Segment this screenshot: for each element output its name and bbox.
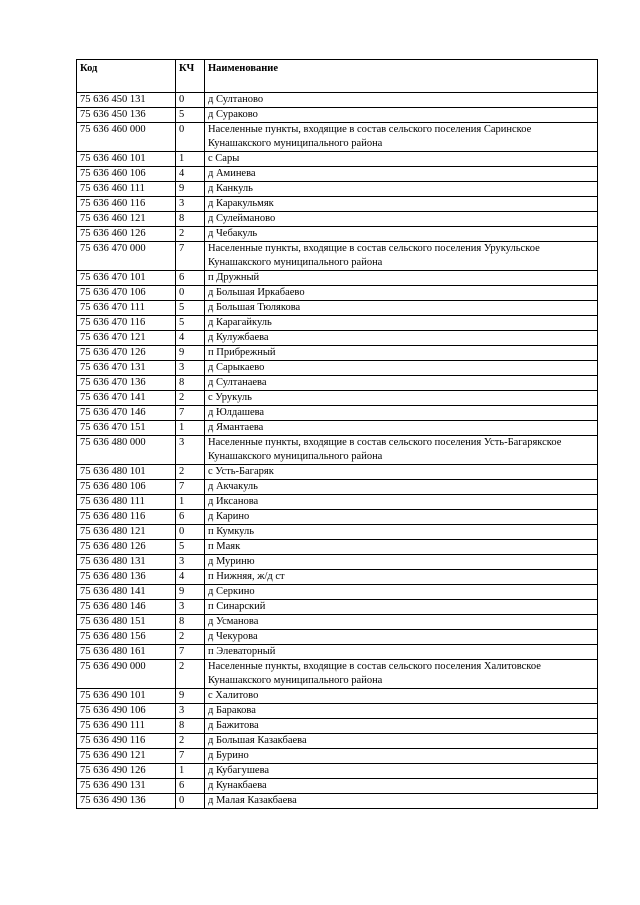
cell-kch: 3 xyxy=(176,600,205,615)
table-row xyxy=(77,436,598,465)
cell-name: д Акчакуль xyxy=(205,480,598,495)
cell-kch: 9 xyxy=(176,689,205,704)
cell-code: 75 636 480 111 xyxy=(77,495,176,510)
table-row xyxy=(77,108,598,123)
cell-kch: 1 xyxy=(176,495,205,510)
cell-code: 75 636 490 111 xyxy=(77,719,176,734)
cell-code: 75 636 460 000 xyxy=(77,123,176,152)
cell-kch: 4 xyxy=(176,570,205,585)
cell-code: 75 636 470 126 xyxy=(77,346,176,361)
cell-code: 75 636 470 131 xyxy=(77,361,176,376)
table-row xyxy=(77,286,598,301)
table-body xyxy=(77,93,598,809)
cell-kch: 0 xyxy=(176,123,205,152)
cell-kch: 3 xyxy=(176,436,205,465)
cell-kch: 4 xyxy=(176,331,205,346)
cell-code: 75 636 470 116 xyxy=(77,316,176,331)
cell-kch: 6 xyxy=(176,779,205,794)
table-row xyxy=(77,361,598,376)
cell-code: 75 636 470 141 xyxy=(77,391,176,406)
cell-code: 75 636 470 136 xyxy=(77,376,176,391)
cell-name: д Кунакбаева xyxy=(205,779,598,794)
cell-kch: 2 xyxy=(176,227,205,242)
table-row xyxy=(77,749,598,764)
table-row xyxy=(77,734,598,749)
cell-kch: 5 xyxy=(176,301,205,316)
cell-name: п Маяк xyxy=(205,540,598,555)
table-row xyxy=(77,167,598,182)
cell-code: 75 636 480 116 xyxy=(77,510,176,525)
cell-name: д Султаново xyxy=(205,93,598,108)
cell-name: д Иксанова xyxy=(205,495,598,510)
cell-name: п Дружный xyxy=(205,271,598,286)
cell-name: д Кубагушева xyxy=(205,764,598,779)
cell-name: д Аминева xyxy=(205,167,598,182)
cell-name: д Баракова xyxy=(205,704,598,719)
cell-code: 75 636 480 146 xyxy=(77,600,176,615)
cell-kch: 0 xyxy=(176,794,205,809)
cell-code: 75 636 490 136 xyxy=(77,794,176,809)
table-row xyxy=(77,779,598,794)
cell-kch: 6 xyxy=(176,271,205,286)
cell-kch: 9 xyxy=(176,182,205,197)
cell-code: 75 636 460 116 xyxy=(77,197,176,212)
cell-code: 75 636 460 106 xyxy=(77,167,176,182)
table-row xyxy=(77,376,598,391)
cell-name: п Элеваторный xyxy=(205,645,598,660)
cell-code: 75 636 470 151 xyxy=(77,421,176,436)
table-row xyxy=(77,480,598,495)
table-row xyxy=(77,764,598,779)
table-row xyxy=(77,212,598,227)
cell-kch: 5 xyxy=(176,316,205,331)
table-row xyxy=(77,197,598,212)
cell-name: д Серкино xyxy=(205,585,598,600)
cell-code: 75 636 480 106 xyxy=(77,480,176,495)
cell-kch: 8 xyxy=(176,719,205,734)
cell-name: д Карино xyxy=(205,510,598,525)
cell-code: 75 636 470 000 xyxy=(77,242,176,271)
cell-name: Населенные пункты, входящие в состав сельского поселения Усть-Багарякское Кунашакского муниципального района xyxy=(205,436,598,465)
cell-kch: 2 xyxy=(176,391,205,406)
cell-code: 75 636 470 106 xyxy=(77,286,176,301)
cell-code: 75 636 490 116 xyxy=(77,734,176,749)
cell-name: д Ямантаева xyxy=(205,421,598,436)
cell-code: 75 636 480 121 xyxy=(77,525,176,540)
cell-name: д Сулейманово xyxy=(205,212,598,227)
cell-code: 75 636 490 121 xyxy=(77,749,176,764)
cell-name: д Большая Тюлякова xyxy=(205,301,598,316)
cell-code: 75 636 480 156 xyxy=(77,630,176,645)
table-row xyxy=(77,689,598,704)
cell-kch: 8 xyxy=(176,212,205,227)
table-row xyxy=(77,182,598,197)
table-row xyxy=(77,123,598,152)
table-row xyxy=(77,227,598,242)
table-row xyxy=(77,570,598,585)
table-row xyxy=(77,615,598,630)
cell-name: п Нижняя, ж/д ст xyxy=(205,570,598,585)
cell-code: 75 636 450 136 xyxy=(77,108,176,123)
cell-name: с Халитово xyxy=(205,689,598,704)
cell-kch: 8 xyxy=(176,615,205,630)
cell-code: 75 636 480 126 xyxy=(77,540,176,555)
cell-code: 75 636 470 146 xyxy=(77,406,176,421)
cell-name: д Чекурова xyxy=(205,630,598,645)
cell-name: д Канкуль xyxy=(205,182,598,197)
cell-code: 75 636 490 126 xyxy=(77,764,176,779)
cell-kch: 3 xyxy=(176,555,205,570)
cell-name: с Урукуль xyxy=(205,391,598,406)
table-row xyxy=(77,331,598,346)
cell-kch: 2 xyxy=(176,734,205,749)
table-row xyxy=(77,600,598,615)
settlements-table xyxy=(76,59,598,809)
cell-code: 75 636 470 121 xyxy=(77,331,176,346)
cell-name: д Кулужбаева xyxy=(205,331,598,346)
cell-kch: 7 xyxy=(176,406,205,421)
cell-name: д Сураково xyxy=(205,108,598,123)
table-row xyxy=(77,465,598,480)
cell-name: д Карагайкуль xyxy=(205,316,598,331)
cell-name: Населенные пункты, входящие в состав сельского поселения Саринское Кунашакского муниципального района xyxy=(205,123,598,152)
cell-name: д Бажитова xyxy=(205,719,598,734)
cell-kch: 4 xyxy=(176,167,205,182)
cell-kch: 8 xyxy=(176,376,205,391)
cell-code: 75 636 480 131 xyxy=(77,555,176,570)
cell-code: 75 636 490 000 xyxy=(77,660,176,689)
cell-name: д Усманова xyxy=(205,615,598,630)
cell-name: д Малая Казакбаева xyxy=(205,794,598,809)
cell-name: д Муриню xyxy=(205,555,598,570)
table-row xyxy=(77,301,598,316)
header-code: Код xyxy=(77,60,176,93)
cell-code: 75 636 460 126 xyxy=(77,227,176,242)
cell-name: д Юлдашева xyxy=(205,406,598,421)
cell-code: 75 636 480 151 xyxy=(77,615,176,630)
header-kch: КЧ xyxy=(176,60,205,93)
cell-name: п Прибрежный xyxy=(205,346,598,361)
table-row xyxy=(77,316,598,331)
cell-kch: 6 xyxy=(176,510,205,525)
cell-name: д Чебакуль xyxy=(205,227,598,242)
cell-name: д Сарыкаево xyxy=(205,361,598,376)
table-row xyxy=(77,93,598,108)
table-row xyxy=(77,719,598,734)
cell-kch: 0 xyxy=(176,525,205,540)
table-row xyxy=(77,271,598,286)
table-row xyxy=(77,660,598,689)
cell-kch: 9 xyxy=(176,585,205,600)
cell-kch: 1 xyxy=(176,764,205,779)
cell-code: 75 636 460 101 xyxy=(77,152,176,167)
table-row xyxy=(77,510,598,525)
table-row xyxy=(77,525,598,540)
cell-name: п Синарский xyxy=(205,600,598,615)
table-row xyxy=(77,391,598,406)
cell-name: д Султанаева xyxy=(205,376,598,391)
cell-name: д Большая Иркабаево xyxy=(205,286,598,301)
cell-code: 75 636 490 106 xyxy=(77,704,176,719)
cell-name: Населенные пункты, входящие в состав сельского поселения Урукульское Кунашакского муниципального района xyxy=(205,242,598,271)
cell-name: Населенные пункты, входящие в состав сельского поселения Халитовское Кунашакского муниципального района xyxy=(205,660,598,689)
table-row xyxy=(77,630,598,645)
cell-name: д Каракульмяк xyxy=(205,197,598,212)
cell-code: 75 636 460 111 xyxy=(77,182,176,197)
cell-code: 75 636 470 111 xyxy=(77,301,176,316)
cell-kch: 2 xyxy=(176,630,205,645)
cell-kch: 5 xyxy=(176,540,205,555)
cell-code: 75 636 490 131 xyxy=(77,779,176,794)
cell-kch: 3 xyxy=(176,361,205,376)
cell-code: 75 636 470 101 xyxy=(77,271,176,286)
cell-code: 75 636 480 136 xyxy=(77,570,176,585)
cell-kch: 3 xyxy=(176,197,205,212)
table-row xyxy=(77,346,598,361)
cell-kch: 2 xyxy=(176,660,205,689)
table-row xyxy=(77,152,598,167)
cell-code: 75 636 480 141 xyxy=(77,585,176,600)
cell-name: с Сары xyxy=(205,152,598,167)
cell-name: д Бурино xyxy=(205,749,598,764)
table-row xyxy=(77,540,598,555)
cell-code: 75 636 480 161 xyxy=(77,645,176,660)
cell-kch: 5 xyxy=(176,108,205,123)
cell-kch: 2 xyxy=(176,465,205,480)
table-row xyxy=(77,406,598,421)
cell-name: с Усть-Багаряк xyxy=(205,465,598,480)
table-row xyxy=(77,555,598,570)
table-row xyxy=(77,242,598,271)
cell-kch: 0 xyxy=(176,286,205,301)
table-row xyxy=(77,645,598,660)
cell-kch: 3 xyxy=(176,704,205,719)
cell-code: 75 636 450 131 xyxy=(77,93,176,108)
table-row xyxy=(77,704,598,719)
cell-kch: 1 xyxy=(176,421,205,436)
cell-code: 75 636 460 121 xyxy=(77,212,176,227)
cell-code: 75 636 480 101 xyxy=(77,465,176,480)
cell-kch: 7 xyxy=(176,242,205,271)
cell-kch: 9 xyxy=(176,346,205,361)
table-row xyxy=(77,585,598,600)
cell-kch: 1 xyxy=(176,152,205,167)
cell-kch: 7 xyxy=(176,480,205,495)
cell-kch: 7 xyxy=(176,645,205,660)
cell-kch: 7 xyxy=(176,749,205,764)
table-row xyxy=(77,794,598,809)
table-header-row xyxy=(77,60,598,93)
cell-kch: 0 xyxy=(176,93,205,108)
cell-code: 75 636 490 101 xyxy=(77,689,176,704)
cell-name: п Кумкуль xyxy=(205,525,598,540)
cell-code: 75 636 480 000 xyxy=(77,436,176,465)
table-row xyxy=(77,495,598,510)
table-row xyxy=(77,421,598,436)
header-name: Наименование xyxy=(205,60,598,93)
cell-name: д Большая Казакбаева xyxy=(205,734,598,749)
